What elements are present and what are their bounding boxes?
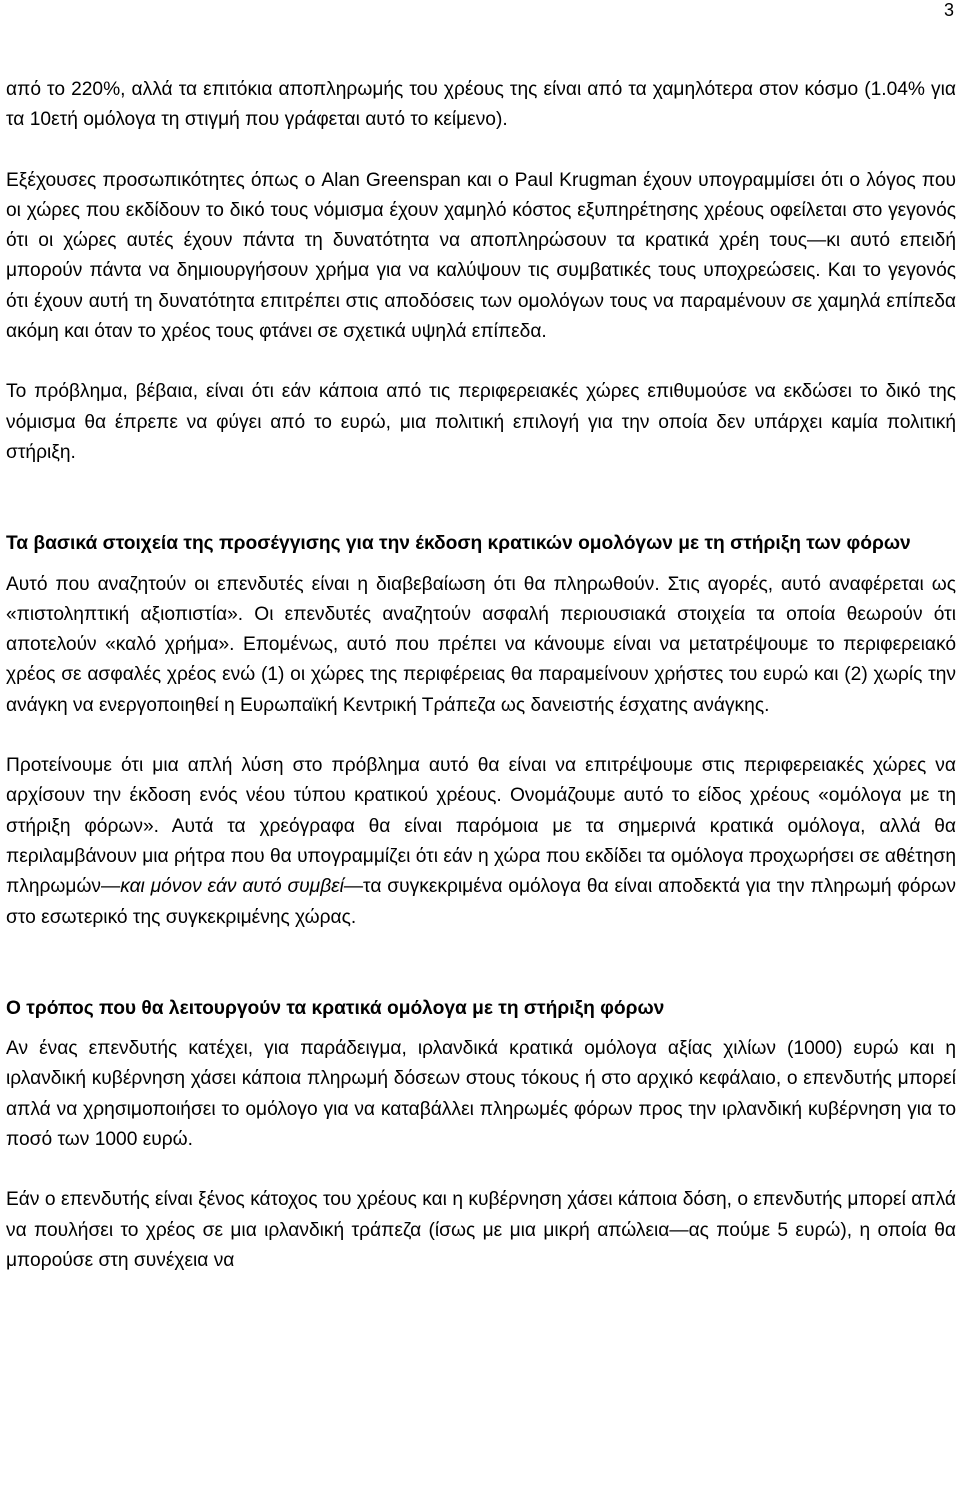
paragraph-3: Το πρόβλημα, βέβαια, είναι ότι εάν κάποια από τις περιφερειακές χώρες επιθυμούσε να εκδώσει το δικό της νόμισμα θα έπρεπε να φύγει από το ευρώ, μια πολιτική επιλογή για την οποία δεν υπάρχει καμία πολιτική στήριξη. [6, 381, 956, 463]
paragraph-5-text-b: —τα συγκεκριμένα ομόλογα θα είναι αποδεκτά για την πληρωμή φόρων στο εσωτερικό της συγκεκριμένης χώρας. [6, 876, 956, 928]
paragraph-5 [6, 751, 956, 933]
section-heading-1: Τα βασικά στοιχεία της προσέγγισης για την έκδοση κρατικών ομολόγων με τη στήριξη των φόρων [6, 533, 911, 555]
paragraph-6: Αν ένας επενδυτής κατέχει, για παράδειγμα, ιρλανδικά κρατικά ομόλογα αξίας χιλίων (1000) ευρώ και η ιρλανδική κυβέρνηση χάσει κάποια πληρωμή δόσεων στους τόκους ή στο αρχικό κεφάλαιο, ο επενδυτής μπορεί απλά να χρησιμοποιήσει το ομόλογο για να καταβάλλει πληρωμές φόρων προς την ιρλανδική κυβέρνηση για το ποσό των 1000 ευρώ. [6, 1038, 956, 1151]
paragraph-2: Εξέχουσες προσωπικότητες όπως ο Alan Greenspan και ο Paul Krugman έχουν υπογραμμίσει ότι ο λόγος που οι χώρες που εκδίδουν το δικό τους νόμισμα έχουν χαμηλό κόστος εξυπηρέτησης χρέους οφείλεται στο γεγονός ότι οι χώρες αυτές έχουν πάντα τη δυνατότητα να αποπληρώσουν τα κρατικά χρέη τους—κι αυτό επειδή μπορούν πάντα να δημιουργήσουν χρήμα για να καλύψουν τις συμβατικές τους υποχρεώσεις. Και το γεγονός ότι έχουν αυτή τη δυνατότητα επιτρέπει στις αποδόσεις των ομολόγων τους να παραμένουν σε χαμηλά επίπεδα ακόμη και όταν το χρέος τους φτάνει σε σχετικά υψηλά επίπεδα. [6, 169, 956, 343]
page-number: 3 [943, 0, 954, 20]
paragraph-5-italic: και μόνον εάν αυτό συμβεί [120, 876, 344, 898]
paragraph-1: από το 220%, αλλά τα επιτόκια αποπληρωμής του χρέους της είναι από τα χαμηλότερα στον κόσμο (1.04% για τα 10ετή ομόλογα τη στιγμή που γράφεται αυτό το κείμενο). [6, 79, 956, 131]
paragraph-5-text-a: Προτείνουμε ότι μια απλή λύση στο πρόβλημα αυτό θα είναι να επιτρέψουμε στις περιφερειακές χώρες να αρχίσουν την έκδοση ενός νέου τύπου κρατικού χρέους. Ονομάζουμε αυτό το είδος χρέους «ομόλογα με τη στήριξη φόρων». Αυτά τα χρεόγραφα θα είναι παρόμοια με τα σημερινά κρατικά ομόλογα, αλλά θα περιλαμβάνουν μια ρήτρα που θα υπογραμμίζει ότι εάν η χώρα που εκδίδει τα ομόλογα προχωρήσει σε αθέτηση πληρωμών— [6, 755, 956, 898]
paragraph-7: Εάν ο επενδυτής είναι ξένος κάτοχος του χρέους και η κυβέρνηση χάσει κάποια δόση, ο επενδυτής μπορεί απλά να πουλήσει το χρέος σε μια ιρλανδική τράπεζα (ίσως με μια μικρή απώλεια—ας πούμε 5 ευρώ), η οποία θα μπορούσε στη συνέχεια να [6, 1189, 956, 1271]
paragraph-4: Αυτό που αναζητούν οι επενδυτές είναι η διαβεβαίωση ότι θα πληρωθούν. Στις αγορές, αυτό αναφέρεται ως «πιστοληπτική αξιοπιστία». Οι επενδυτές αναζητούν ασφαλή περιουσιακά στοιχεία τα οποία θεωρούν ότι αποτελούν «καλό χρήμα». Επομένως, αυτό που πρέπει να κάνουμε είναι να μετατρέψουμε το περιφερειακό χρέος σε ασφαλές χρέος ενώ (1) οι χώρες της περιφέρειας θα παραμείνουν χρήστες του ευρώ και (2) χωρίς την ανάγκη να ενεργοποιηθεί η Ευρωπαϊκή Κεντρική Τράπεζα ως δανειστής έσχατης ανάγκης. [6, 573, 956, 716]
section-heading-2: Ο τρόπος που θα λειτουργούν τα κρατικά ομόλογα με τη στήριξη φόρων [6, 997, 665, 1019]
document-body [6, 75, 956, 1276]
